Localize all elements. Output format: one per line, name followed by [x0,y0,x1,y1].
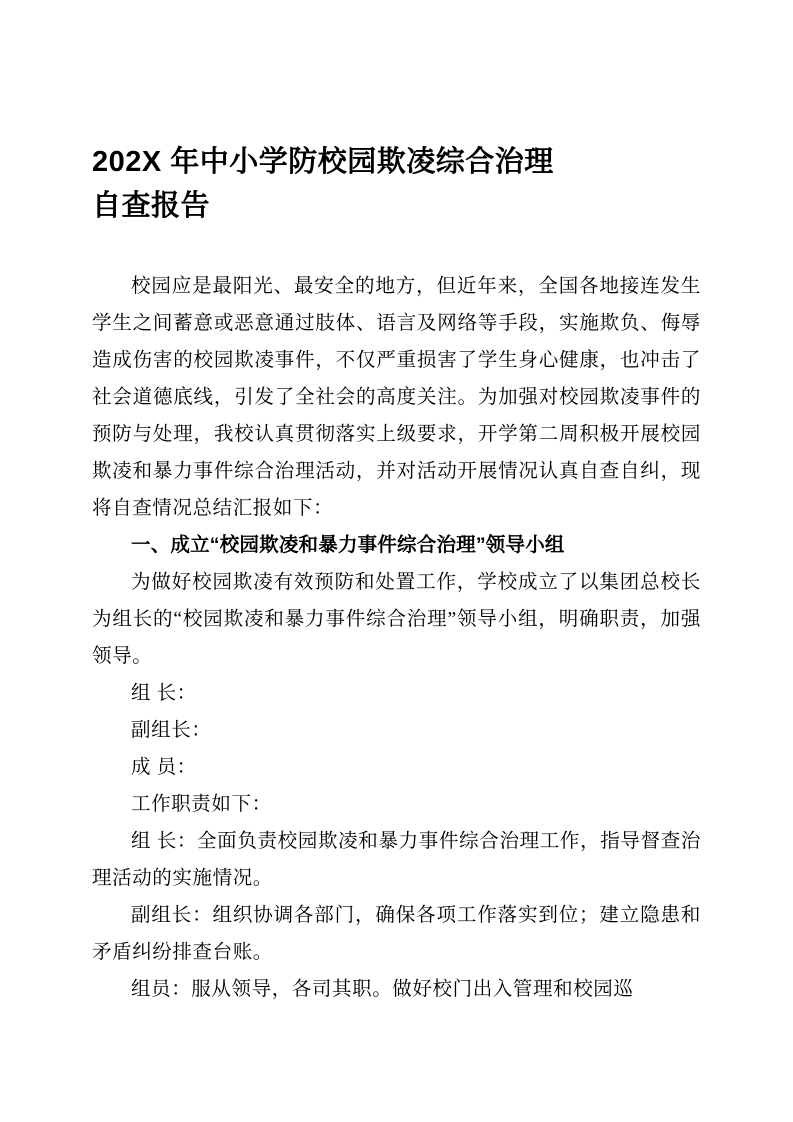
page-title-line-1: 202X 年中小学防校园欺凌综合治理 [92,146,554,178]
duty-members: 组员：服从领导，各司其职。做好校门出入管理和校园巡 [131,979,634,1000]
field-deputy-leader: 副组长： [131,720,212,741]
duty-deputy-leader: 副组长：组织协调各部门，确保各项工作落实到位；建立隐患和矛盾纠纷排查台账。 [92,905,701,963]
label-duties: 工作职责如下： [131,794,272,815]
page-title-line-2: 自查报告 [92,190,211,222]
field-group-leader: 组 长： [131,683,197,704]
duty-group-leader: 组 长：全面负责校园欺凌和暴力事件综合治理工作，指导督查治理活动的实施情况。 [92,831,701,889]
paragraph-leadership-group: 为做好校园欺凌有效预防和处置工作，学校成立了以集团总校长为组长的“校园欺凌和暴力事件综合治理”领导小组，明确职责，加强领导。 [92,572,701,667]
page-title [92,140,701,228]
section-heading-1: 一、成立“校园欺凌和暴力事件综合治理”领导小组 [131,534,565,556]
paragraph-intro: 校园应是最阳光、最安全的地方，但近年来，全国各地接连发生学生之间蓄意或恶意通过肢体、语言及网络等手段，实施欺负、侮辱造成伤害的校园欺凌事件，不仅严重损害了学生身心健康，也冲击了社会道德底线，引发了全社会的高度关注。为加强对校园欺凌事件的预防与处理，我校认真贯彻落实上级要求，开学第二周积极开展校园欺凌和暴力事件综合治理活动，并对活动开展情况认真自查自纠，现将自查情况总结汇报如下： [92,276,701,519]
field-members: 成 员： [131,757,197,778]
